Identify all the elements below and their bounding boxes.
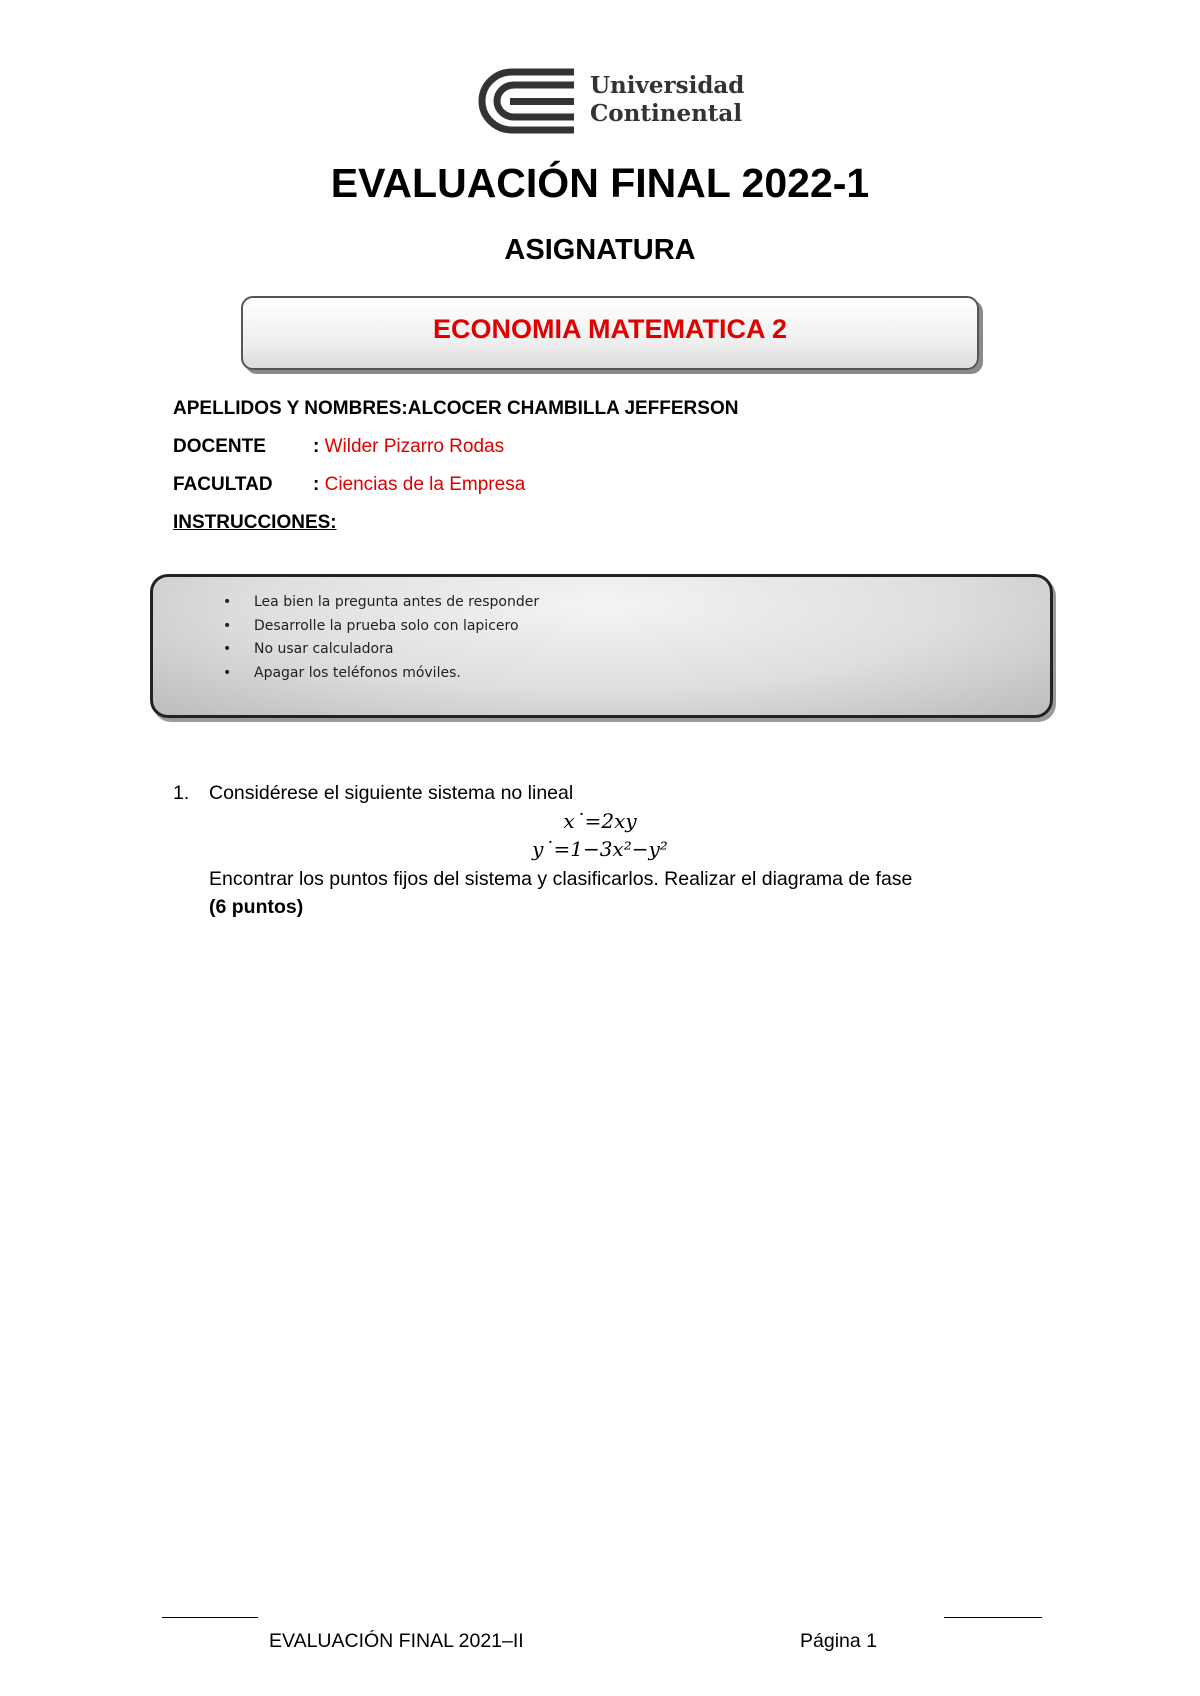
footer-rule-right: [944, 1617, 1042, 1618]
instruction-item: • No usar calculadora: [223, 638, 539, 662]
instructions-list: [223, 591, 539, 685]
equation-x-dot: x˙=2xy: [563, 809, 637, 833]
student-name-value: ALCOCER CHAMBILLA JEFFERSON: [407, 398, 739, 419]
faculty-separator: :: [313, 474, 320, 495]
question-intro: Considérese el siguiente sistema no lineal: [209, 782, 574, 804]
teacher-separator: :: [313, 436, 320, 457]
question-points: (6 puntos): [209, 896, 304, 918]
question-number: 1.: [173, 782, 190, 804]
instruction-item: • Apagar los teléfonos móviles.: [223, 662, 539, 686]
university-logo: [470, 66, 750, 136]
student-name-row: [173, 396, 738, 422]
faculty-label: FACULTAD: [173, 474, 273, 495]
uc-logo-icon: [470, 66, 580, 136]
student-name-label: APELLIDOS Y NOMBRES:: [173, 398, 408, 419]
page-number: Página 1: [800, 1630, 877, 1652]
course-name-box: [241, 296, 979, 370]
footer-rule-left: [162, 1617, 258, 1618]
faculty-value: Ciencias de la Empresa: [324, 474, 526, 495]
footer-title: EVALUACIÓN FINAL 2021–II: [269, 1630, 524, 1652]
course-name: ECONOMIA MATEMATICA 2: [433, 314, 787, 344]
faculty-row: [173, 472, 525, 498]
logo-line-2: Continental: [590, 100, 743, 127]
subject-heading: ASIGNATURA: [504, 234, 696, 266]
equation-y-dot: y˙=1−3x²−y²: [532, 837, 668, 861]
logo-line-1: Universidad: [590, 72, 745, 99]
instructions-heading: INSTRUCCIONES:: [173, 512, 337, 533]
teacher-label: DOCENTE: [173, 436, 266, 457]
page-title: EVALUACIÓN FINAL 2022-1: [330, 160, 870, 206]
question-task: Encontrar los puntos fijos del sistema y clasificarlos. Realizar el diagrama de fase: [209, 868, 913, 890]
instructions-box: [150, 574, 1053, 718]
logo-wordmark: [590, 72, 744, 128]
teacher-value: Wilder Pizarro Rodas: [324, 436, 505, 457]
teacher-row: [173, 434, 504, 460]
instruction-item: • Lea bien la pregunta antes de responder: [223, 591, 539, 615]
instruction-item: • Desarrolle la prueba solo con lapicero: [223, 615, 539, 639]
